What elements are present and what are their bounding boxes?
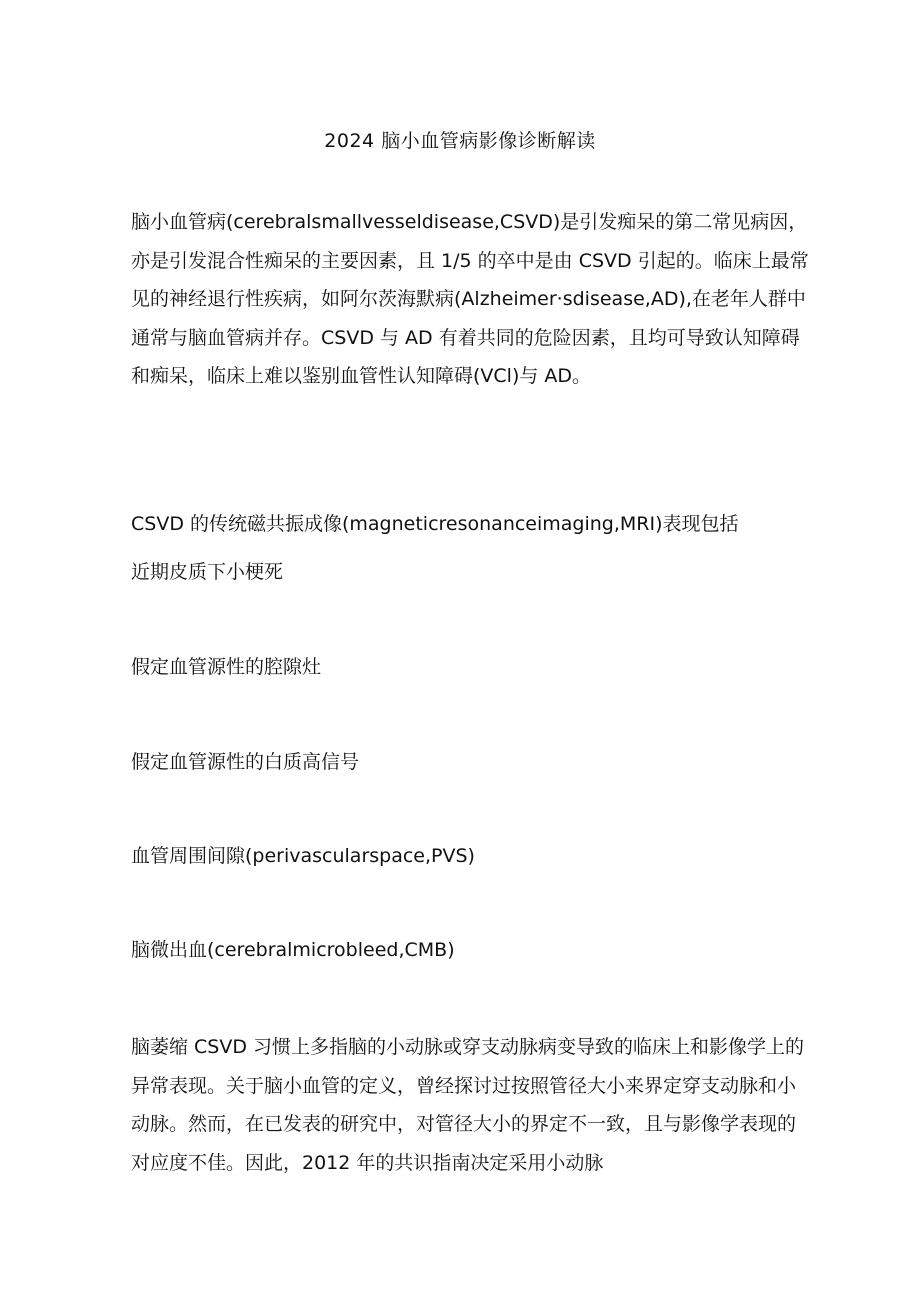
mri-item: 血管周围间隙(perivascularspace,PVS) (131, 845, 475, 867)
intro-line: 见的神经退行性疾病，如阿尔茨海默病(Alzheimer·sdisease,AD),在老年人群中 (131, 288, 806, 310)
mri-item: 假定血管源性的腔隙灶 (131, 656, 322, 678)
mri-intro: CSVD 的传统磁共振成像(magneticresonanceimaging,MRI)表现包括 (131, 513, 739, 535)
mri-item: 近期皮质下小梗死 (131, 561, 284, 583)
document-title: 2024 脑小血管病影像诊断解读 (324, 130, 596, 152)
mri-item: 脑微出血(cerebralmicrobleed,CMB) (131, 939, 455, 961)
atrophy-paragraph (131, 1028, 811, 1182)
intro-line: 通常与脑血管病并存。CSVD 与 AD 有着共同的危险因素，且均可导致认知障碍 (131, 326, 800, 349)
atrophy-line: 动脉。然而，在已发表的研究中，对管径大小的界定不一致，且与影像学表现的 (131, 1113, 797, 1135)
mri-item: 假定血管源性的白质高信号 (131, 751, 360, 773)
atrophy-line: 对应度不佳。因此，2012 年的共识指南决定采用小动脉 (131, 1151, 604, 1174)
intro-line: 脑小血管病(cerebralsmallvesseldisease,CSVD)是引发痴呆的第二常见病因， (131, 211, 808, 233)
intro-line: 亦是引发混合性痴呆的主要因素，且 1/5 的卒中是由 CSVD 引起的。临床上最常 (131, 249, 809, 272)
intro-paragraph (131, 203, 811, 396)
atrophy-line: 异常表现。关于脑小血管的定义，曾经探讨过按照管径大小来界定穿支动脉和小 (131, 1074, 797, 1097)
intro-line: 和痴呆，临床上难以鉴别血管性认知障碍(VCl)与 AD。 (131, 365, 592, 387)
atrophy-line: 脑萎缩 CSVD 习惯上多指脑的小动脉或穿支动脉病变导致的临床上和影像学上的 (131, 1036, 805, 1058)
